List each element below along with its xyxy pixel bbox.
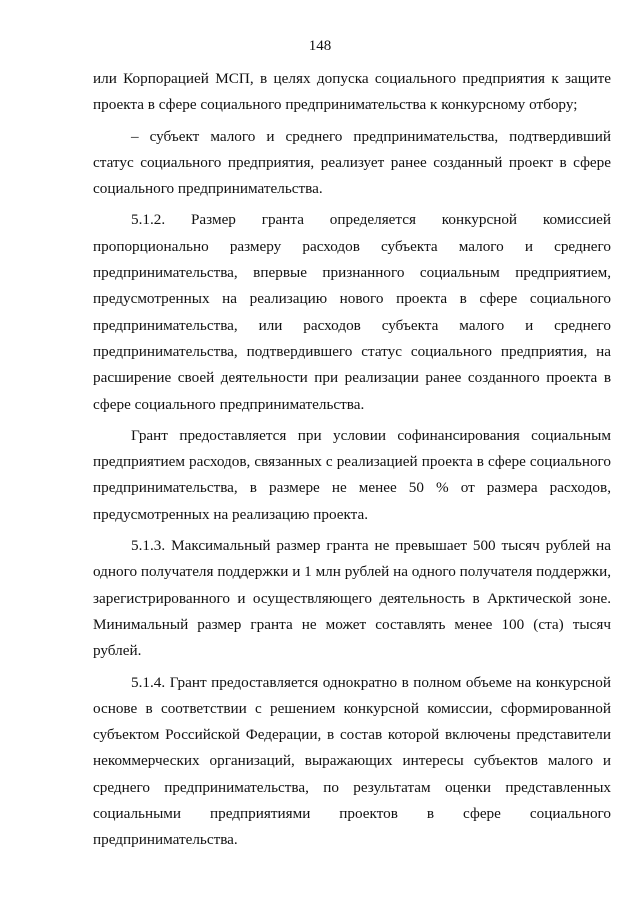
paragraph-cofinancing: Грант предоставляется при условии софинансирования социальным предприятием расходов, связанных с реализацией проекта в сфере социального предпринимательства, в размере не менее 50 % от размера расходов, предусмотренных на реализацию проекта. xyxy=(93,426,611,523)
document-body xyxy=(93,66,611,854)
paragraph-5-1-4: 5.1.4. Грант предоставляется однократно в полном объеме на конкурсной основе в соответствии с решением конкурсной комиссии, сформированной субъектом Российской Федерации, в состав которой включены представители некоммерческих организаций, выражающих интересы субъектов малого и среднего предпринимательства, по результатам оценки представленных социальными предприятиями проектов в сфере социального предпринимательства. xyxy=(93,673,611,849)
paragraph-list-item: – субъект малого и среднего предпринимательства, подтвердивший статус социального предприятия, реализует ранее созданный проект в сфере социального предпринимательства. xyxy=(93,127,611,198)
paragraph-5-1-2: 5.1.2. Размер гранта определяется конкурсной комиссией пропорционально размеру расходов субъекта малого и среднего предпринимательства, впервые признанного социальным предприятием, предусмотренных на реализацию нового проекта в сфере социального предпринимательства, или расходов субъекта малого и среднего предпринимательства, подтвердившего статус социального предприятия, на расширение своей деятельности при реализации ранее созданного проекта в сфере социального предпринимательства. xyxy=(93,211,611,413)
page-number: 148 xyxy=(308,38,332,54)
paragraph-5-1-3: 5.1.3. Максимальный размер гранта не превышает 500 тысяч рублей на одного получателя поддержки и 1 млн рублей на одного получателя поддержки, зарегистрированного и осуществляющего деятельность в Арктической зоне. Минимальный размер гранта не может составлять менее 100 (ста) тысяч рублей. xyxy=(93,537,611,660)
paragraph-continuation: или Корпорацией МСП, в целях допуска социального предприятия к защите проекта в сфере социального предпринимательства к конкурсному отбору; xyxy=(93,70,611,114)
